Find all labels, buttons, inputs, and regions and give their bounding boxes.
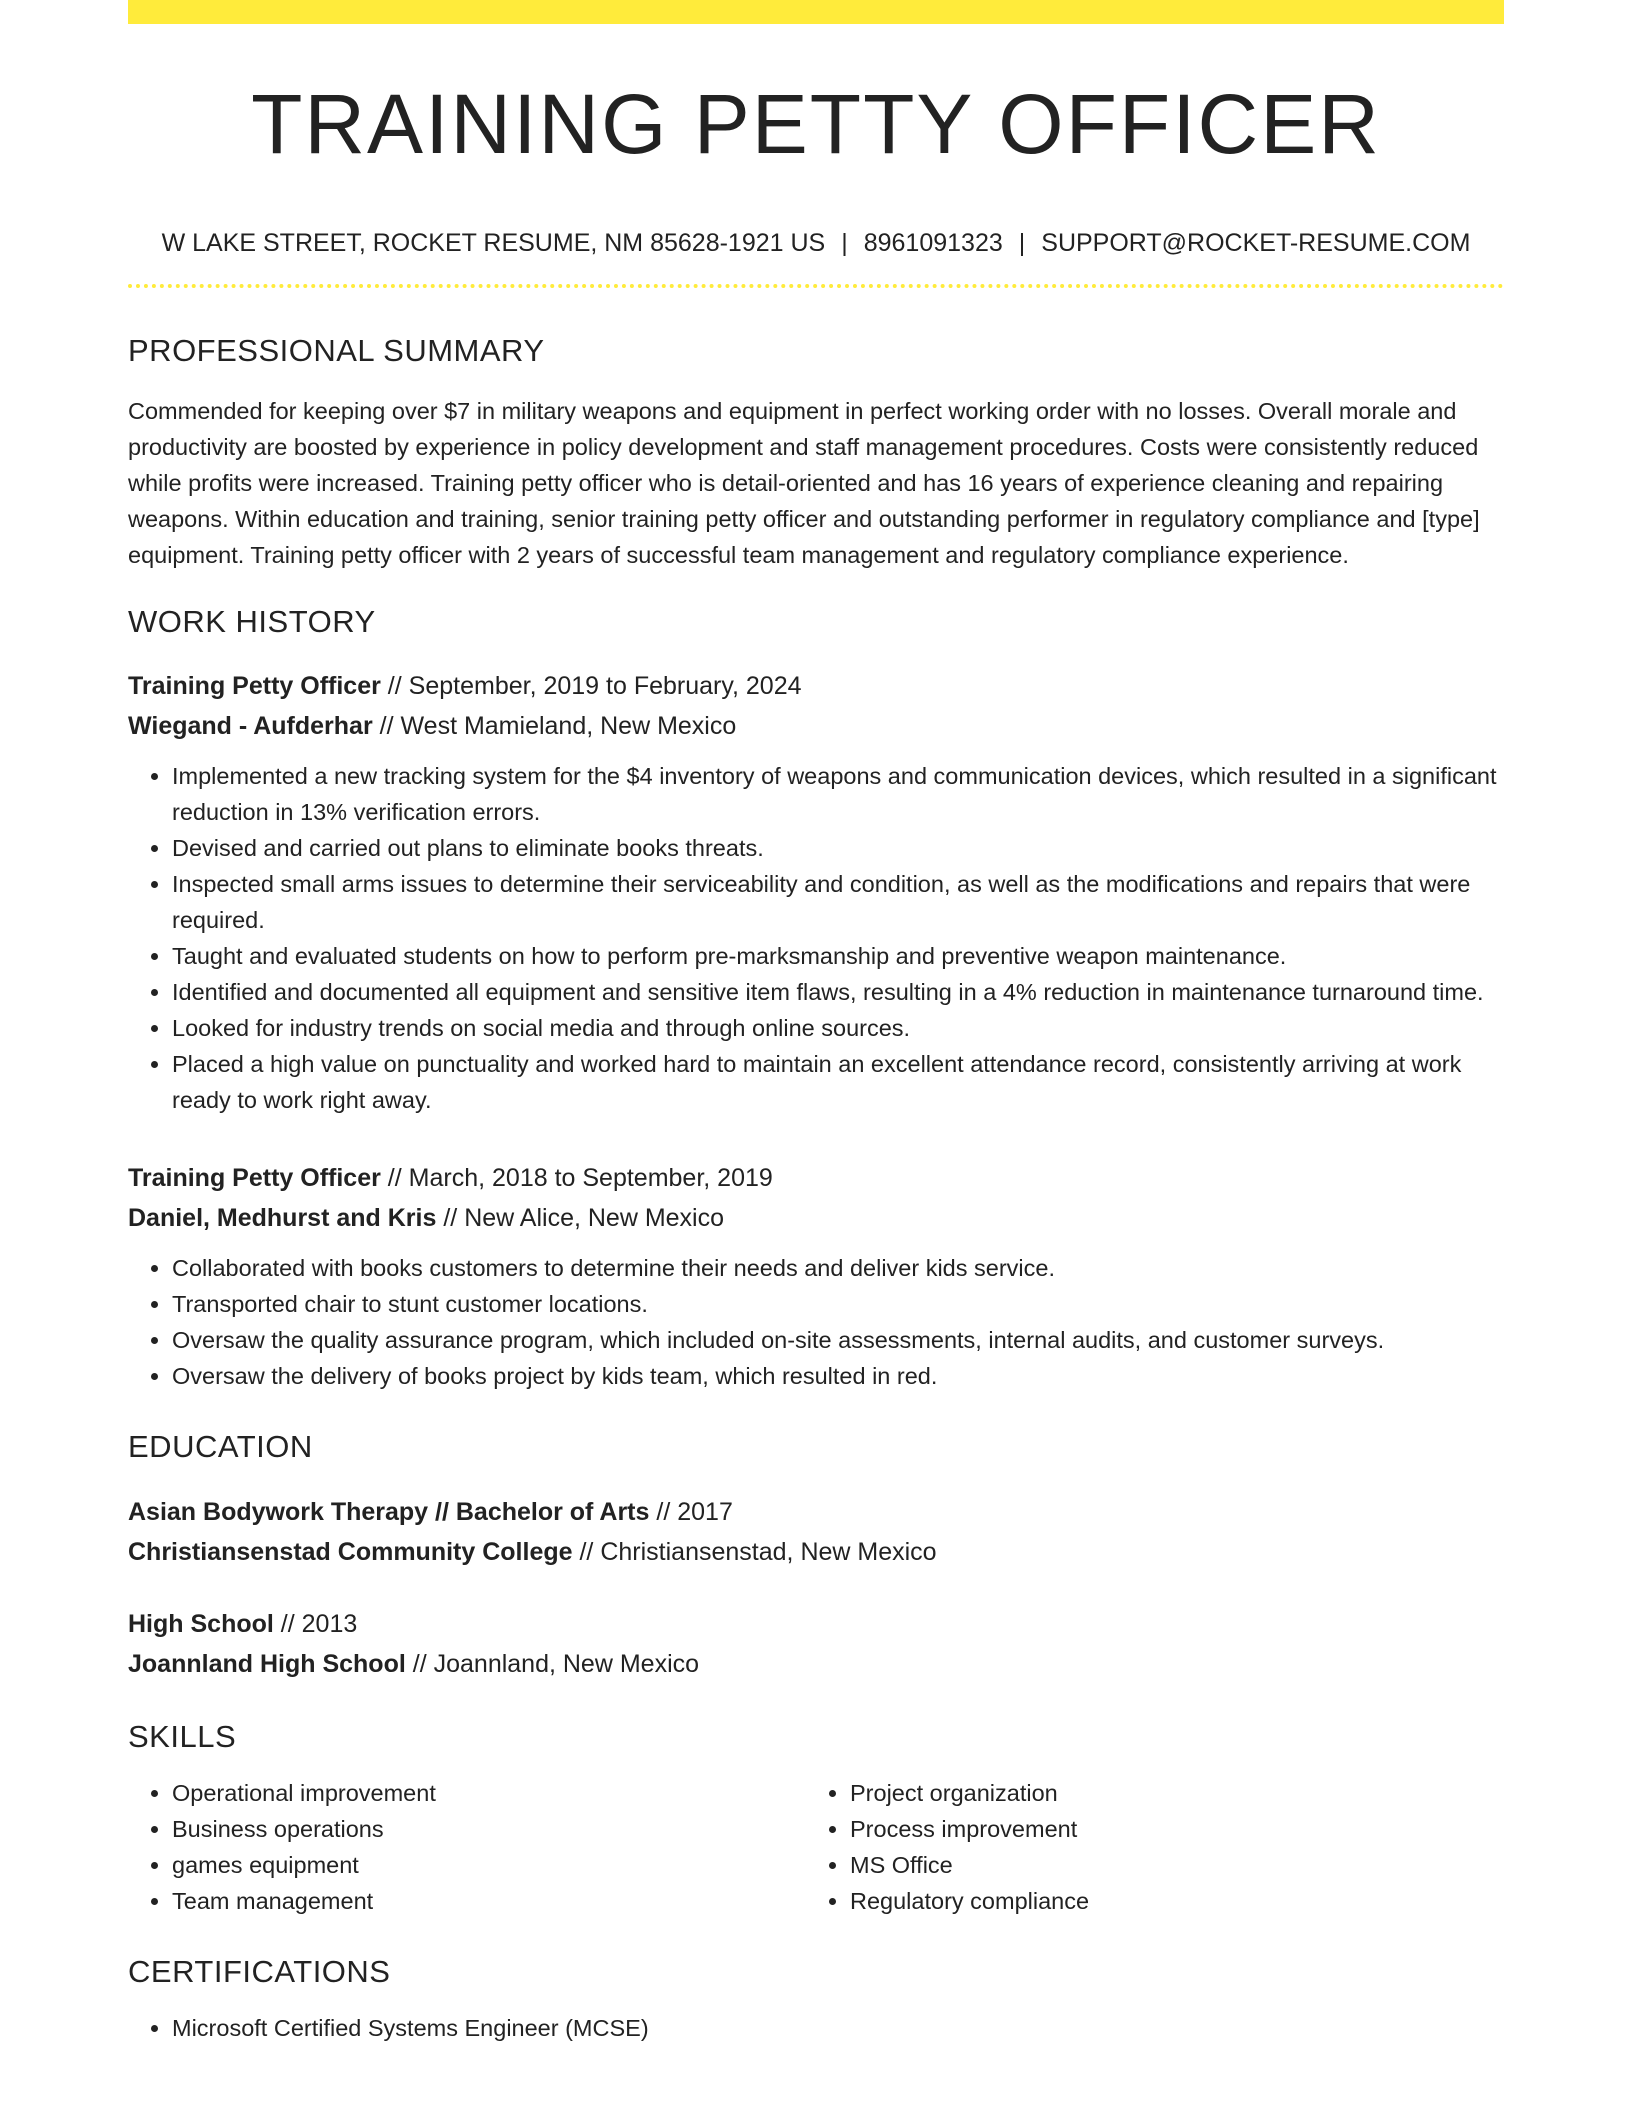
list-item: • Transported chair to stunt customer locations.: [172, 1286, 1504, 1322]
section-title-skills: SKILLS: [128, 1718, 237, 1754]
list-item: • Devised and carried out plans to eliminate books threats.: [172, 830, 1504, 866]
job-location: West Mamieland, New Mexico: [400, 712, 737, 741]
education-degree-line: [128, 1492, 1504, 1532]
delimiter: //: [412, 1649, 427, 1678]
job-company: Daniel, Medhurst and Kris: [128, 1204, 437, 1233]
contact-address: W LAKE STREET, ROCKET RESUME, NM 85628-1921 US: [161, 229, 826, 257]
section-title-summary: PROFESSIONAL SUMMARY: [128, 333, 545, 368]
list-item: • Looked for industry trends on social media and through online sources.: [172, 1010, 1504, 1046]
job-company: Wiegand - Aufderhar: [128, 712, 373, 741]
list-item: • games equipment: [172, 1847, 806, 1883]
list-item: • Microsoft Certified Systems Engineer (MCSE): [172, 2010, 1504, 2046]
job-bullets: [128, 1250, 1504, 1394]
delimiter: //: [387, 672, 402, 701]
job-role: Training Petty Officer: [128, 672, 381, 701]
skills-list-left: [128, 1775, 806, 1919]
list-item: • Collaborated with books customers to determine their needs and deliver kids service.: [172, 1250, 1504, 1286]
contact-separator: |: [1018, 229, 1026, 257]
job-title-line: [128, 666, 1504, 706]
job-dates: March, 2018 to September, 2019: [408, 1164, 773, 1193]
list-item: • Inspected small arms issues to determine their serviceability and condition, as well as the modifications and repairs that were required.: [172, 866, 1504, 938]
education-entry: [128, 1492, 1504, 1572]
education-degree: Asian Bodywork Therapy // Bachelor of Arts: [128, 1497, 650, 1526]
job-title-line: [128, 1158, 1504, 1198]
job-role: Training Petty Officer: [128, 1164, 381, 1193]
header-divider: [128, 284, 1504, 288]
contact-email: SUPPORT@ROCKET-RESUME.COM: [1041, 229, 1471, 257]
education-year: 2013: [301, 1609, 358, 1638]
job-location: New Alice, New Mexico: [464, 1204, 725, 1233]
certifications-list: [128, 2010, 1504, 2046]
delimiter: //: [387, 1164, 402, 1193]
job-entry: [128, 1158, 1504, 1394]
education-school: Christiansenstad Community College: [128, 1537, 573, 1566]
education-degree-line: [128, 1604, 1504, 1644]
delimiter: //: [379, 712, 394, 741]
list-item: • Team management: [172, 1883, 806, 1919]
contact-separator: |: [841, 229, 848, 257]
list-item: • Taught and evaluated students on how to perform pre-marksmanship and preventive weapon maintenance.: [172, 938, 1504, 974]
skills-list-right: [806, 1775, 1504, 1919]
list-item: • Operational improvement: [172, 1775, 806, 1811]
list-item: • Implemented a new tracking system for the $4 inventory of weapons and communication devices, which resulted in a significant reduction in 13% verification errors.: [172, 758, 1504, 830]
list-item: • Placed a high value on punctuality and worked hard to maintain an excellent attendance record, consistently arriving at work ready to work right away.: [172, 1046, 1504, 1118]
section-title-work-history: WORK HISTORY: [128, 604, 376, 640]
contact-phone: 8961091323: [863, 229, 1003, 257]
education-year: 2017: [677, 1497, 733, 1526]
delimiter: //: [656, 1497, 671, 1526]
education-location: Joannland, New Mexico: [433, 1649, 700, 1678]
list-item: • Regulatory compliance: [850, 1883, 1504, 1919]
education-location: Christiansenstad, New Mexico: [600, 1537, 937, 1566]
skills-columns: [128, 1775, 1504, 1919]
summary-text: Commended for keeping over $7 in military weapons and equipment in perfect working order with no losses. Overall morale and productivity are boosted by experience in policy development and staff management procedures. Costs were consistently reduced while profits were increased. Training petty officer who is detail-oriented and has 16 years of experience cleaning and repairing weapons. Within education and training, senior training petty officer and outstanding performer in regulatory compliance and [type] equipment. Training petty officer with 2 years of successful team management and regulatory compliance experience.: [128, 398, 1480, 569]
list-item: • Oversaw the quality assurance program, which included on-site assessments, internal audits, and customer surveys.: [172, 1322, 1504, 1358]
list-item: • Identified and documented all equipment and sensitive item flaws, resulting in a 4% reduction in maintenance turnaround time.: [172, 974, 1504, 1010]
contact-line: [128, 228, 1504, 258]
education-school: Joannland High School: [128, 1649, 406, 1678]
delimiter: //: [579, 1537, 594, 1566]
education-degree: High School: [128, 1609, 274, 1638]
job-bullets: [128, 758, 1504, 1118]
job-company-line: [128, 1198, 1504, 1238]
list-item: • Project organization: [850, 1775, 1504, 1811]
section-title-education: EDUCATION: [128, 1429, 313, 1465]
candidate-name: TRAINING PETTY OFFICER: [251, 77, 1381, 171]
list-item: • MS Office: [850, 1847, 1504, 1883]
job-entry: [128, 666, 1504, 1118]
education-school-line: [128, 1644, 1504, 1684]
education-entry: [128, 1604, 1504, 1684]
resume-page: [128, 0, 1504, 2046]
education-school-line: [128, 1532, 1504, 1572]
job-company-line: [128, 706, 1504, 746]
delimiter: //: [280, 1609, 295, 1638]
list-item: • Process improvement: [850, 1811, 1504, 1847]
section-title-certifications: CERTIFICATIONS: [128, 1953, 391, 1989]
list-item: • Business operations: [172, 1811, 806, 1847]
job-dates: September, 2019 to February, 2024: [408, 672, 802, 701]
delimiter: //: [443, 1204, 458, 1233]
list-item: • Oversaw the delivery of books project by kids team, which resulted in red.: [172, 1358, 1504, 1394]
accent-bar: [128, 0, 1504, 24]
